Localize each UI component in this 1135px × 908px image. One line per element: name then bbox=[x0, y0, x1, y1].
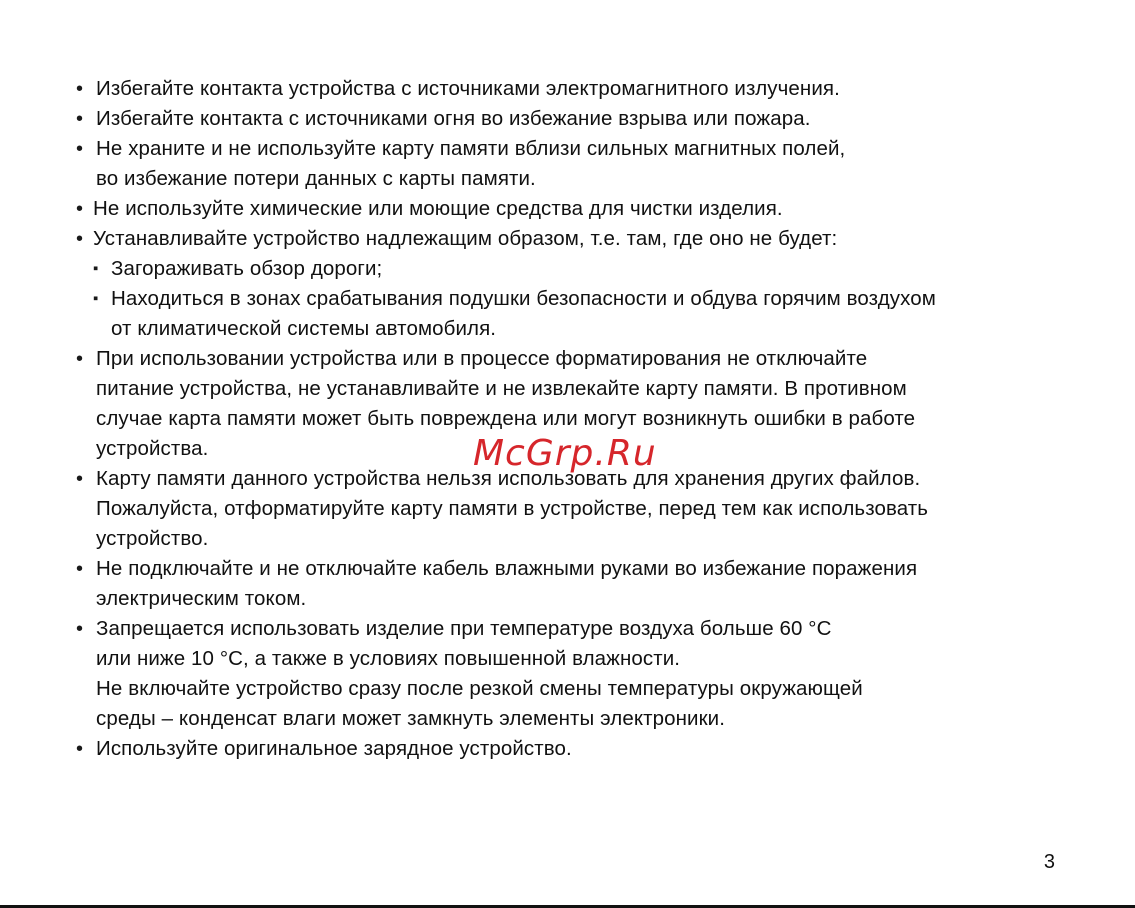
sub-list-item bbox=[76, 254, 1116, 284]
list-item bbox=[76, 224, 1116, 254]
sub-list-item bbox=[76, 284, 1116, 344]
square-bullet: ▪ bbox=[93, 260, 99, 277]
list-item-text: Не включайте устройство сразу после резкой смены температуры окружающей среды – конденсат влаги может замкнуть элементы электроники. bbox=[96, 677, 863, 730]
list-item-text: Загораживать обзор дороги; bbox=[111, 257, 383, 280]
list-item-text: Не используйте химические или моющие средства для чистки изделия. bbox=[93, 197, 783, 220]
list-item-text: Избегайте контакта с источниками огня во избежание взрыва или пожара. bbox=[96, 107, 811, 130]
bullet: • bbox=[76, 558, 84, 580]
safety-instructions-list bbox=[76, 74, 1116, 764]
list-item bbox=[76, 74, 1116, 104]
bullet: • bbox=[76, 348, 84, 370]
bullet: • bbox=[76, 618, 84, 640]
list-item-text: Избегайте контакта устройства с источниками электромагнитного излучения. bbox=[96, 77, 840, 100]
list-item bbox=[76, 734, 1116, 764]
watermark: McGrp.Ru bbox=[473, 433, 657, 474]
list-item bbox=[76, 194, 1116, 224]
list-item bbox=[76, 554, 1116, 614]
square-bullet: ▪ bbox=[93, 290, 99, 307]
bullet: • bbox=[76, 138, 84, 160]
list-item-continuation bbox=[76, 674, 1116, 734]
list-item-text: Устанавливайте устройство надлежащим образом, т.е. там, где оно не будет: bbox=[93, 227, 838, 250]
bullet: • bbox=[76, 78, 84, 100]
bullet: • bbox=[76, 468, 84, 490]
list-item-text: При использовании устройства или в процессе форматирования не отключайте питание устройства, не устанавливайте и не извлекайте карту памяти. В противном случае карта памяти может быть повреждена или могут возникнуть ошибки в работе устройства. bbox=[96, 347, 916, 460]
bullet: • bbox=[76, 198, 84, 220]
list-item bbox=[76, 614, 1116, 674]
list-item bbox=[76, 104, 1116, 134]
bullet: • bbox=[76, 738, 84, 760]
list-item-text: Используйте оригинальное зарядное устройство. bbox=[96, 737, 572, 760]
bullet: • bbox=[76, 228, 84, 250]
bullet: • bbox=[76, 108, 84, 130]
list-item-text: Не храните и не используйте карту памяти вблизи сильных магнитных полей, во избежание потери данных с карты памяти. bbox=[96, 137, 846, 190]
list-item-text: Не подключайте и не отключайте кабель влажными руками во избежание поражения электрическим током. bbox=[96, 557, 918, 610]
list-item bbox=[76, 464, 1116, 554]
list-item-text: Карту памяти данного устройства нельзя использовать для хранения других файлов. Пожалуйста, отформатируйте карту памяти в устройстве, перед тем как использовать устройство. bbox=[96, 467, 929, 550]
list-item-text: Запрещается использовать изделие при температуре воздуха больше 60 °С или ниже 10 °С, а также в условиях повышенной влажности. bbox=[96, 617, 832, 670]
list-item bbox=[76, 134, 1116, 194]
page-number: 3 bbox=[1043, 851, 1055, 873]
list-item-text: Находиться в зонах срабатывания подушки безопасности и обдува горячим воздухом от климатической системы автомобиля. bbox=[111, 287, 936, 340]
